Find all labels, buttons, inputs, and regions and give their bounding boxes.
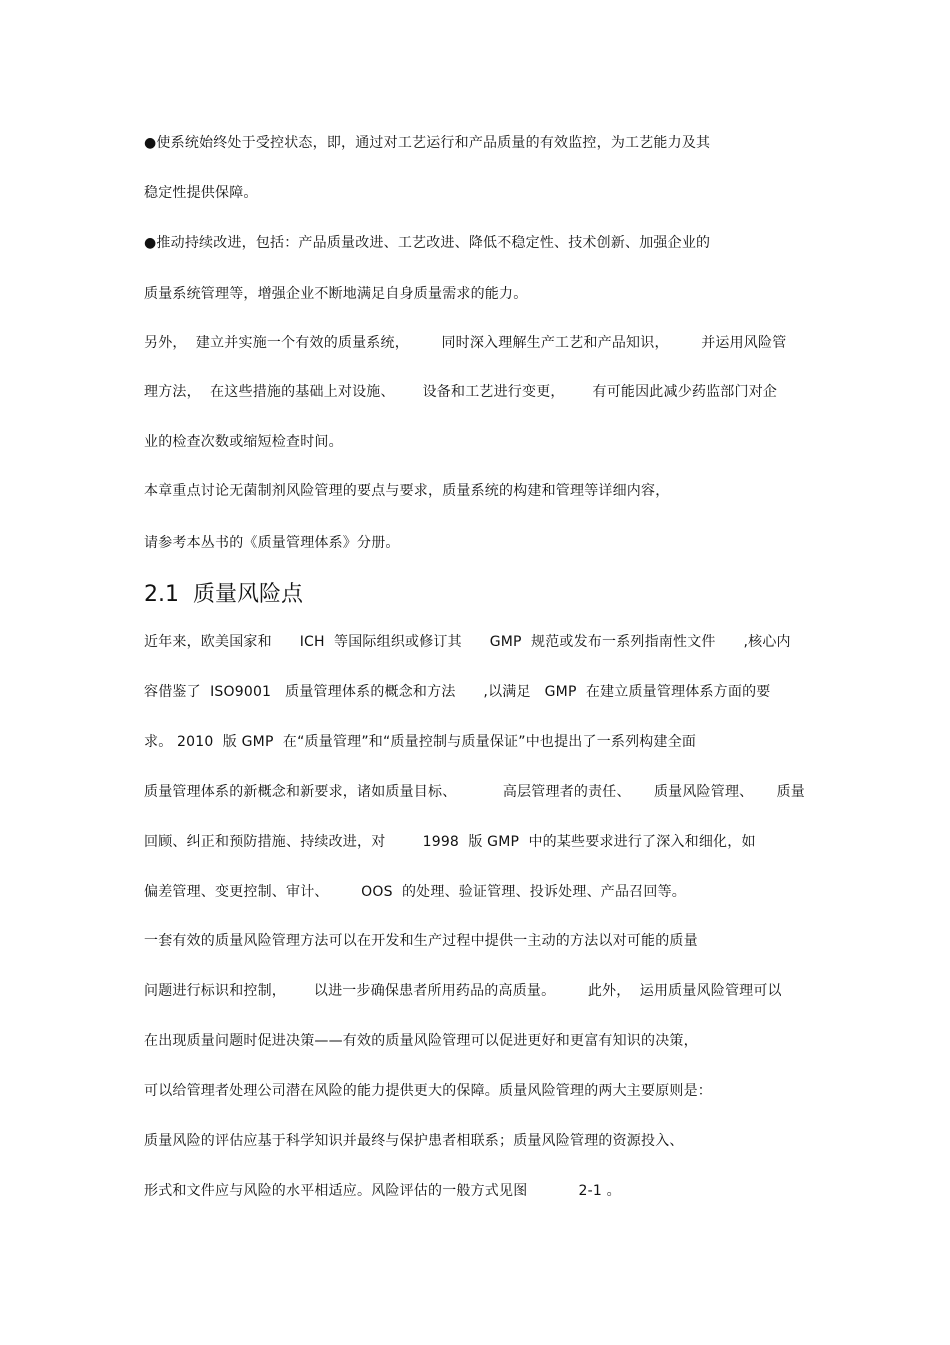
paragraph-line: 容借鉴了 ISO9001 质量管理体系的概念和方法 ,以满足 GMP 在建立质量管理体系方面的要 bbox=[144, 684, 771, 700]
paragraph-line: 请参考本丛书的《质量管理体系》分册。 bbox=[144, 535, 400, 551]
paragraph-line: 形式和文件应与风险的水平相适应。风险评估的一般方式见图 2-1 。 bbox=[144, 1183, 621, 1199]
paragraph-line: 求。 2010 版 GMP 在“质量管理”和“质量控制与质量保证”中也提出了一系列构建全面 bbox=[144, 734, 697, 750]
paragraph-line: ●使系统始终处于受控状态，即，通过对工艺运行和产品质量的有效监控，为工艺能力及其 bbox=[144, 135, 711, 151]
paragraph-line: 质量风险的评估应基于科学知识并最终与保护患者相联系；质量风险管理的资源投入、 bbox=[144, 1133, 684, 1149]
paragraph-line: 稳定性提供保障。 bbox=[144, 185, 258, 201]
paragraph-line: 近年来，欧美国家和 ICH 等国际组织或修订其 GMP 规范或发布一系列指南性文件 ,核心内 bbox=[144, 634, 791, 650]
paragraph-line: 另外， 建立并实施一个有效的质量系统， 同时深入理解生产工艺和产品知识， 并运用风险管 bbox=[144, 335, 787, 351]
paragraph-line: 偏差管理、变更控制、审计、 OOS 的处理、验证管理、投诉处理、产品召回等。 bbox=[144, 884, 686, 900]
paragraph-line: 在出现质量问题时促进决策——有效的质量风险管理可以促进更好和更富有知识的决策， bbox=[144, 1033, 698, 1049]
paragraph-line: 质量系统管理等，增强企业不断地满足自身质量需求的能力。 bbox=[144, 286, 528, 302]
paragraph-line: 一套有效的质量风险管理方法可以在开发和生产过程中提供一主动的方法以对可能的质量 bbox=[144, 933, 698, 949]
paragraph-line: ●推动持续改进，包括：产品质量改进、工艺改进、降低不稳定性、技术创新、加强企业的 bbox=[144, 235, 711, 251]
paragraph-line: 业的检查次数或缩短检查时间。 bbox=[144, 434, 343, 450]
paragraph-line: 可以给管理者处理公司潜在风险的能力提供更大的保障。质量风险管理的两大主要原则是： bbox=[144, 1083, 712, 1099]
paragraph-line: 质量管理体系的新概念和新要求，诸如质量目标、 高层管理者的责任、 质量风险管理、 质量 bbox=[144, 784, 806, 800]
paragraph-line: 本章重点讨论无菌制剂风险管理的要点与要求，质量系统的构建和管理等详细内容， bbox=[144, 483, 670, 499]
paragraph-line: 理方法， 在这些措施的基础上对设施、 设备和工艺进行变更， 有可能因此减少药监部门对企 bbox=[144, 384, 778, 400]
paragraph-line: 问题进行标识和控制， 以进一步确保患者所用药品的高质量。 此外， 运用质量风险管理可以 bbox=[144, 983, 782, 999]
section-heading: 2.1 质量风险点 bbox=[144, 582, 303, 607]
paragraph-line: 回顾、纠正和预防措施、持续改进，对 1998 版 GMP 中的某些要求进行了深入和细化，如 bbox=[144, 834, 756, 850]
